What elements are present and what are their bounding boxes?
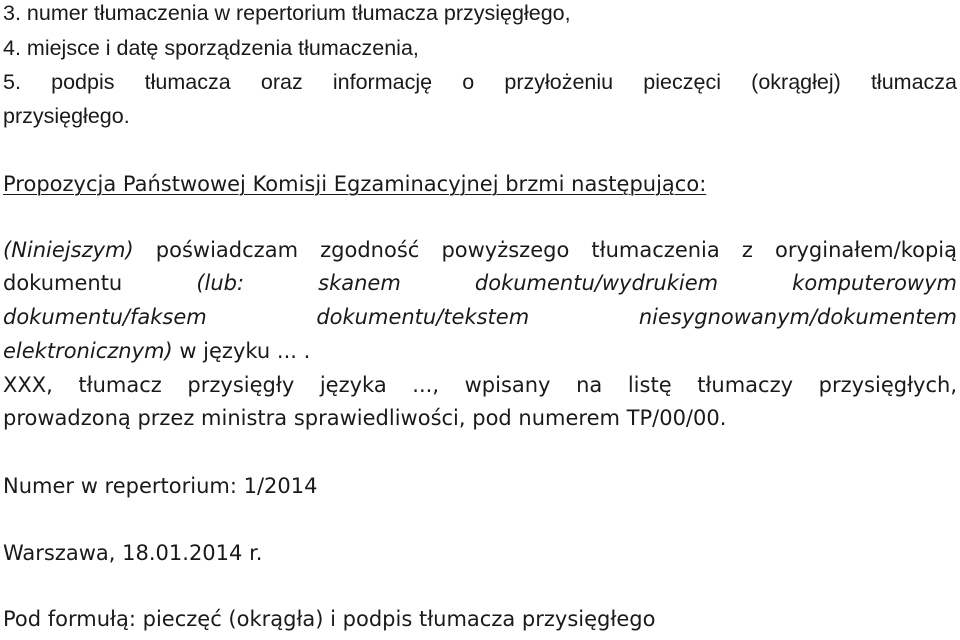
section-heading [3, 174, 957, 195]
certification-line-4 [3, 341, 957, 362]
stamp-signature-note: Pod formułą: pieczęć (okrągła) i podpis tłumacza przysięgłego [3, 607, 656, 631]
place-and-date: Warszawa, 18.01.2014 r. [3, 541, 263, 565]
certification-text-2: dokumentu [3, 271, 197, 295]
certification-text-4: w języku ... . [172, 339, 311, 363]
list-item-5-line-1: 5. podpis tłumacza oraz informację o przyłożeniu pieczęci (okrągłej) tłumacza [3, 70, 957, 94]
certification-text-1: poświadczam zgodność powyższego tłumaczenia z oryginałem/kopią [133, 238, 957, 262]
certification-italic-prefix: (Niniejszym) [3, 238, 134, 262]
certification-italic-4: elektronicznym) [3, 339, 173, 363]
repertory-number: Numer w repertorium: 1/2014 [3, 474, 318, 498]
list-item-5-line-2: przysięgłego. [3, 104, 130, 128]
list-item-4: 4. miejsce i datę sporządzenia tłumaczenia, [3, 36, 419, 60]
certification-line-6: prowadzoną przez ministra sprawiedliwości, pod numerem TP/00/00. [3, 406, 727, 430]
heading-text: Propozycja Państwowej Komisji Egzaminacyjnej brzmi następująco: [3, 172, 707, 196]
certification-line-1 [3, 240, 957, 261]
certification-italic-2: (lub: skanem dokumentu/wydrukiem komputerowym [196, 271, 957, 295]
list-item-3: 3. numer tłumaczenia w repertorium tłumacza przysięgłego, [3, 1, 571, 25]
certification-line-2 [3, 273, 957, 294]
certification-line-3: dokumentu/faksem dokumentu/tekstem niesygnowanym/dokumentem [3, 305, 957, 329]
certification-line-5: XXX, tłumacz przysięgły języka ..., wpisany na listę tłumaczy przysięgłych, [3, 373, 957, 397]
